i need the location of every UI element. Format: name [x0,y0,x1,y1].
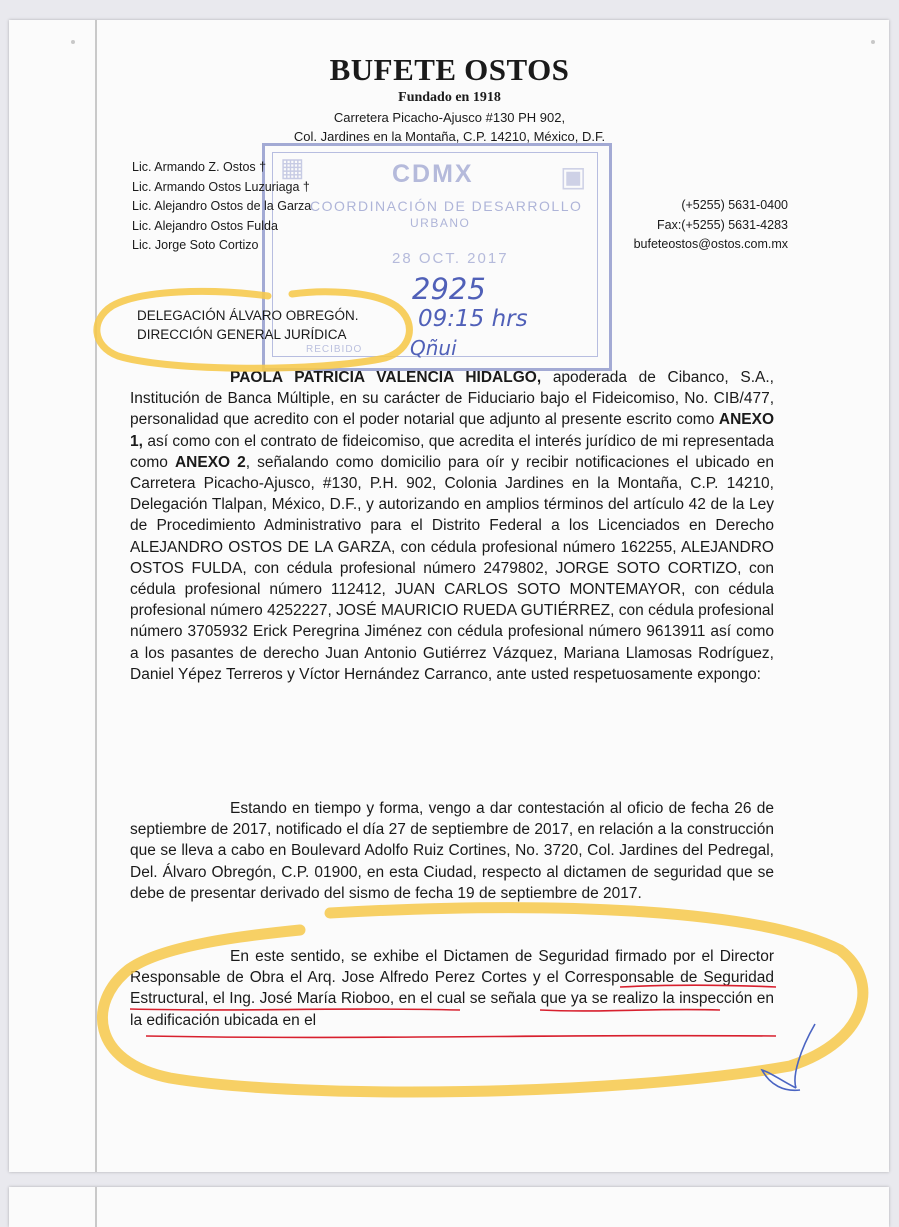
stamp-office-line2: URBANO [410,216,471,230]
lawyer-name: Lic. Armando Z. Ostos † [132,160,267,174]
stamp-initials-handwritten: Qñui [410,336,457,360]
underline-stroke [146,1036,776,1038]
email-address: bufeteostos@ostos.com.mx [633,237,788,251]
inspection-paragraph: En este sentido, se exhibe el Dictamen de Seguridad firmado por el Director Responsable de Obra el Arq. Jose Alfredo Perez Cortes y el Corresponsable de Seguridad Estructural, el Ing. José María Rioboo, en el cual se señala que ya se realizo la inspección en la edificación ubicada en el [130,948,774,1029]
stamp-received-label: RECIBIDO [306,344,363,355]
firm-name: BUFETE OSTOS [329,52,570,87]
annex-1-label: ANEXO 1, [130,411,774,450]
underline-stroke [620,985,776,987]
intro-paragraph: PAOLA PATRICIA VALENCIA HIDALGO, apoderada de Cibanco, S.A., Institución de Banca Múltiple, en su carácter de Fiduciario bajo el Fideicomiso, No. CIB/477, personalidad que acredito con el poder notarial que adjunto al presente escrito como ANEXO 1, así como con el contrato de fideicomiso, que acredita el interés jurídico de mi representada como ANEXO 2, señalando como domicilio para oír y recibir notificaciones el ubicado en Carretera Picacho-Ajusco, #130, P.H. 902, Colonia Jardines en la Montaña, C.P. 14210, Delegación Tlalpan, México, D.F., y autorizando en amplios términos del artículo 42 de la Ley de Procedimiento Administrativo para el Distrito Federal a los Licenciados en Derecho ALEJANDRO OSTOS DE LA GARZA, con cédula profesional número 162255, ALEJANDRO OSTOS FULDA, con cédula profesional número 2479802, JORGE SOTO CORTIZO, con cédula profesional número 112412, JUAN CARLOS SOTO MONTEMAYOR, con cédula profesional número 4252227, JOSÉ MAURICIO RUEDA GUTIÉRREZ, con cédula profesional número 3705932 Erick Peregrina Jiménez con cédula profesional número 9613911 así como a los pasantes de derecho Juan Antonio Gutiérrez Vázquez, Mariana Llamosas Rodríguez, Daniel Yépez Terreros y Víctor Hernández Carranco, ante usted respetuosamente expongo: [130,369,774,683]
annex-2-label: ANEXO 2 [174,453,246,471]
stamp-folio-handwritten: 2925 [412,272,486,306]
recipient-line2: DIRECCIÓN GENERAL JURÍDICA [137,327,347,342]
recipient-line1: DELEGACIÓN ÁLVARO OBREGÓN. [137,308,359,323]
phone-number: (+5255) 5631-0400 [681,198,788,212]
stamp-time-handwritten: 09:15 hrs [418,306,528,332]
stamp-date: 28 OCT. 2017 [392,250,509,267]
stamp-seal-icon: ▣ [560,161,587,192]
stamp-emblem-icon: ▦ [280,152,305,182]
address-line2: Col. Jardines en la Montaña, C.P. 14210, México, D.F. [293,129,606,144]
founded-line: Fundado en 1918 [398,90,501,105]
fax-number: Fax:(+5255) 5631-4283 [657,217,788,232]
lawyer-name: Lic. Armando Ostos Luzuriaga † [132,179,310,194]
underline-stroke [540,1010,720,1011]
highlight-circle-paragraph [102,908,862,1092]
stamp-title: CDMX [392,160,474,188]
address-line1: Carretera Picacho-Ajusco #130 PH 902, [333,110,566,125]
highlight-circle-recipient [97,291,410,368]
underline-stroke [130,1009,460,1010]
lawyer-name: Lic. Alejandro Ostos de la Garza [132,199,312,213]
signatory-name: PAOLA PATRICIA VALENCIA HIDALGO, [230,369,542,386]
lawyer-name: Lic. Alejandro Ostos Fulda [132,218,278,233]
response-paragraph: Estando en tiempo y forma, vengo a dar contestación al oficio de fecha 26 de septiembre de 2017, notificado el día 27 de septiembre de 2017, en relación a la construcción que se lleva a cabo en Boulevard Adolfo Ruiz Cortines, No. 3720, Col. Jardines del Pedregal, Del. Álvaro Obregón, C.P. 01900, en esta Ciudad, respecto al dictamen de seguridad que se debe de presentar derivado del sismo de fecha 19 de septiembre de 2017. [130,800,774,902]
stamp-office-line1: COORDINACIÓN DE DESARROLLO [310,198,583,214]
lawyer-name: Lic. Jorge Soto Cortizo [132,238,259,252]
